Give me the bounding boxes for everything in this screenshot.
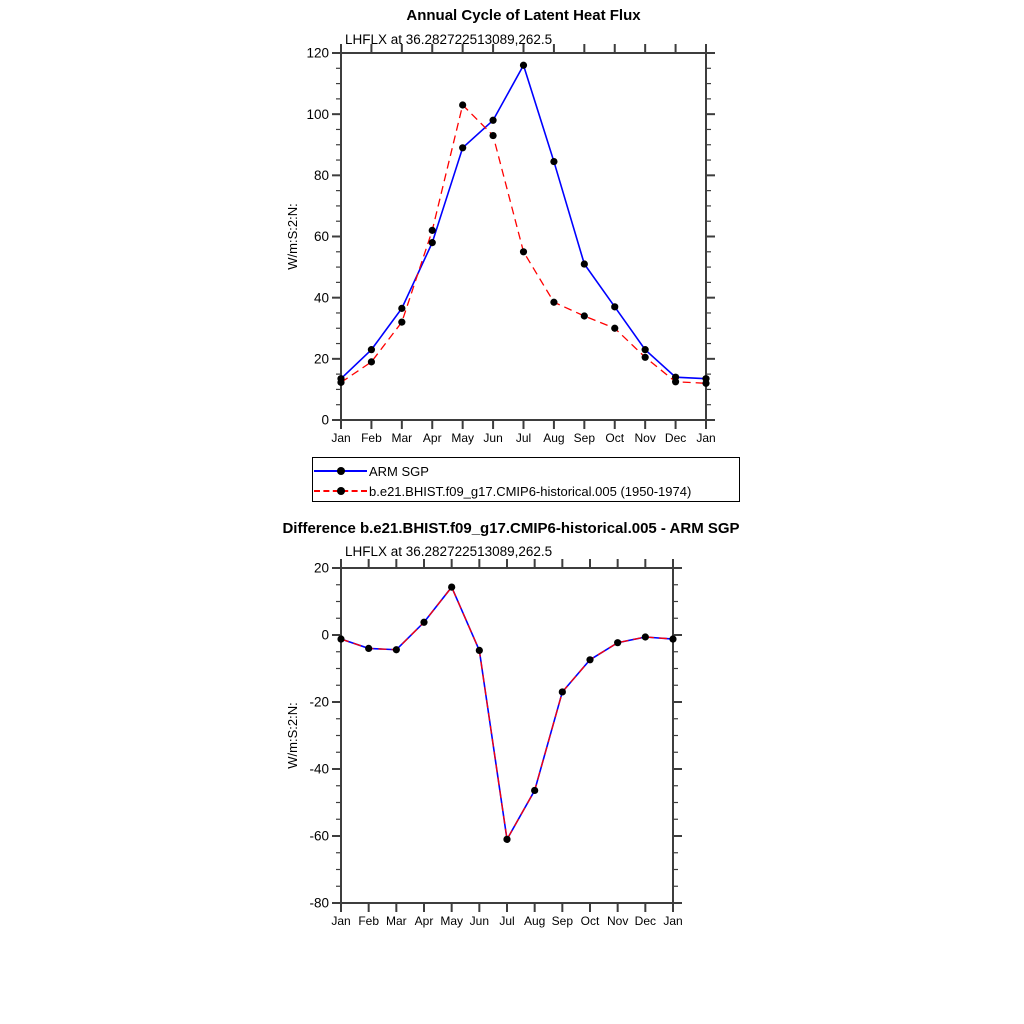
data-point-marker — [669, 635, 676, 642]
x-tick-label: Oct — [605, 431, 625, 445]
x-tick-label: Jan — [663, 914, 683, 928]
x-tick-label: Feb — [361, 431, 382, 445]
legend-box — [312, 457, 740, 502]
y-tick-label: 80 — [313, 168, 329, 184]
data-point-marker — [614, 639, 621, 646]
data-point-marker — [368, 346, 375, 353]
data-point-marker — [448, 583, 455, 590]
x-tick-label: Jan — [331, 914, 351, 928]
x-tick-label: Nov — [634, 431, 656, 445]
data-point-marker — [420, 619, 427, 626]
y-tick-label: 100 — [306, 106, 329, 122]
legend-entry-model — [313, 481, 739, 501]
legend-sample-model — [313, 486, 369, 496]
data-point-marker — [611, 303, 618, 310]
data-point-marker — [398, 305, 405, 312]
x-tick-label: Feb — [358, 914, 380, 928]
x-tick-label: Nov — [606, 914, 629, 928]
legend-label-obs: ARM SGP — [369, 463, 429, 479]
x-tick-label: Apr — [414, 914, 434, 928]
y-tick-label: 0 — [321, 627, 329, 643]
data-point-marker — [672, 378, 679, 385]
x-tick-label: May — [451, 431, 475, 445]
x-tick-label: Sep — [573, 431, 596, 445]
y-tick-label: 0 — [321, 412, 329, 428]
data-point-marker — [503, 836, 510, 843]
data-point-marker — [702, 380, 709, 387]
data-point-marker — [581, 312, 588, 319]
series-line-1 — [341, 105, 706, 383]
x-tick-label: Mar — [391, 431, 413, 445]
data-point-marker — [531, 787, 538, 794]
data-point-marker — [550, 158, 557, 165]
x-tick-label: Mar — [385, 914, 407, 928]
y-tick-label: -20 — [309, 694, 329, 710]
data-point-marker — [489, 132, 496, 139]
x-tick-label: Dec — [634, 914, 657, 928]
y-tick-label: 120 — [306, 45, 329, 61]
data-point-marker — [429, 227, 436, 234]
data-point-marker — [581, 260, 588, 267]
series-line-1 — [341, 587, 673, 839]
legend-entry-obs — [313, 461, 739, 481]
legend-label-model: b.e21.BHIST.f09_g17.CMIP6-historical.005 (1950-1974) — [369, 483, 692, 499]
data-point-marker — [642, 354, 649, 361]
x-tick-label: Aug — [523, 914, 546, 928]
x-tick-label: Aug — [543, 431, 565, 445]
x-tick-label: Oct — [580, 914, 600, 928]
x-tick-label: May — [440, 914, 464, 928]
chart1-title: Annual Cycle of Latent Heat Flux — [406, 7, 641, 24]
data-point-marker — [642, 633, 649, 640]
y-tick-label: 40 — [313, 290, 329, 306]
data-point-marker — [337, 635, 344, 642]
data-point-marker — [459, 144, 466, 151]
x-tick-label: Apr — [422, 431, 442, 445]
data-point-marker — [393, 646, 400, 653]
legend-sample-obs — [313, 466, 369, 476]
series-line-0 — [341, 65, 706, 378]
data-point-marker — [429, 239, 436, 246]
chart1-subtitle: LHFLX at 36.282722513089,262.5 — [345, 32, 553, 47]
data-point-marker — [611, 325, 618, 332]
data-point-marker — [337, 379, 344, 386]
data-point-marker — [642, 346, 649, 353]
y-tick-label: -80 — [309, 895, 329, 911]
data-point-marker — [489, 117, 496, 124]
y-tick-label: 20 — [313, 351, 329, 367]
x-tick-label: Jan — [696, 431, 716, 445]
legend-marker-dot-icon — [337, 487, 345, 495]
data-point-marker — [520, 62, 527, 69]
chart2-subtitle: LHFLX at 36.282722513089,262.5 — [345, 544, 553, 559]
data-point-marker — [398, 319, 405, 326]
data-point-marker — [550, 299, 557, 306]
data-point-marker — [586, 656, 593, 663]
data-point-marker — [459, 101, 466, 108]
x-tick-label: Jan — [331, 431, 351, 445]
x-tick-label: Jun — [483, 431, 503, 445]
x-tick-label: Sep — [551, 914, 574, 928]
y-tick-label: 60 — [313, 229, 329, 245]
data-point-marker — [476, 647, 483, 654]
x-tick-label: Dec — [664, 431, 687, 445]
data-point-marker — [368, 358, 375, 365]
y-tick-label: 20 — [313, 560, 329, 576]
y-axis-label: W/m:S:2:N: — [285, 702, 300, 769]
chart2-title: Difference b.e21.BHIST.f09_g17.CMIP6-historical.005 - ARM SGP — [282, 520, 740, 537]
x-tick-label: Jun — [469, 914, 490, 928]
y-tick-label: -40 — [309, 761, 329, 777]
legend-marker-dot-icon — [337, 467, 345, 475]
series-line-0 — [341, 587, 673, 839]
x-tick-label: Jul — [515, 431, 532, 445]
x-tick-label: Jul — [499, 914, 515, 928]
data-point-marker — [520, 248, 527, 255]
y-axis-label: W/m:S:2:N: — [285, 203, 300, 270]
y-tick-label: -60 — [309, 828, 329, 844]
data-point-marker — [559, 688, 566, 695]
data-point-marker — [365, 645, 372, 652]
